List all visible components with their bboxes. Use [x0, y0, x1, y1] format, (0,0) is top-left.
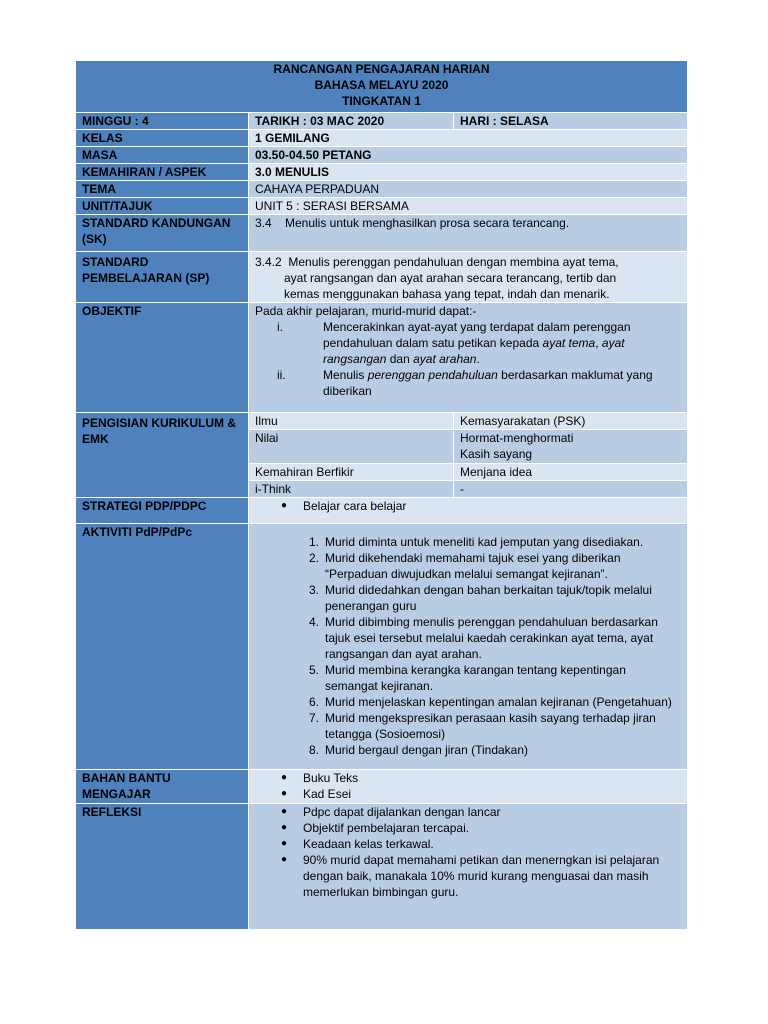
tarikh-cell: TARIKH : 03 MAC 2020: [249, 113, 454, 130]
aktiviti-item: 2. Murid dikehendaki memahami tajuk esei yang diberikan “Perpaduan diwujudkan melalui semangat kejiranan”.: [308, 551, 621, 581]
bullet-icon: ●: [280, 806, 287, 817]
unit-label: UNIT/TAJUK: [76, 198, 249, 215]
pengisian-label: PENGISIAN KURIKULUM & EMK: [76, 413, 249, 498]
sk-code: 3.4: [255, 216, 272, 230]
masa-value: 03.50-04.50 PETANG: [249, 147, 688, 164]
aktiviti-item: 1. Murid diminta untuk meneliti kad jemputan yang disediakan.: [308, 535, 644, 549]
berfikir-label: Kemahiran Berfikir: [249, 464, 454, 481]
refleksi-value: [249, 804, 688, 930]
unit-row: [76, 198, 688, 215]
masa-label: MASA: [76, 147, 249, 164]
aktiviti-item: 5. Murid membina kerangka karangan tentang kepentingan semangat kejiranan.: [308, 663, 626, 693]
kelas-row: [76, 130, 688, 147]
objektif-item-2: ii. Menulis perenggan pendahuluan berdasarkan maklumat yang diberikan: [277, 368, 653, 398]
sp-line-1: Menulis perenggan pendahuluan dengan membina ayat tema,: [288, 255, 619, 269]
refleksi-label: REFLEKSI: [76, 804, 249, 930]
refleksi-item: ● Keadaan kelas terkawal.: [255, 836, 681, 852]
bahan-row: [76, 770, 688, 804]
nilai-label: Nilai: [249, 430, 454, 464]
title-line-3: TINGKATAN 1: [342, 94, 421, 108]
bullet-icon: ●: [280, 838, 287, 849]
aktiviti-item: 3. Murid didedahkan dengan bahan berkaitan tajuk/topik melalui penerangan guru: [308, 583, 652, 613]
bahan-item: ● Buku Teks: [255, 770, 681, 786]
bullet-icon: ●: [280, 500, 287, 511]
objektif-value: [249, 303, 688, 413]
pengisian-row-ilmu: [76, 413, 688, 430]
aktiviti-label: AKTIVITI PdP/PdPc: [76, 524, 249, 770]
bahan-item: ● Kad Esei: [255, 786, 681, 802]
sp-label-line-1: STANDARD: [82, 255, 149, 269]
kemahiran-value: 3.0 MENULIS: [249, 164, 688, 181]
kelas-label: KELAS: [76, 130, 249, 147]
refleksi-item: ● Objektif pembelajaran tercapai.: [255, 820, 681, 836]
bahan-label: BAHAN BANTU MENGAJAR: [76, 770, 249, 804]
sp-code: 3.4.2: [255, 255, 282, 269]
objektif-item-1: i. Mencerakinkan ayat-ayat yang terdapat dalam perenggan pendahuluan dalam satu petikan kepada ayat tema, ayat rangsangan dan ayat arahan.: [277, 320, 631, 366]
sp-line-3: kemas menggunakan bahasa yang tepat, indah dan menarik.: [284, 287, 610, 301]
ilmu-value: Kemasyarakatan (PSK): [454, 413, 688, 430]
bahan-value: [249, 770, 688, 804]
ithink-value: -: [454, 481, 688, 498]
tema-value: CAHAYA PERPADUAN: [249, 181, 688, 198]
header-row: [76, 61, 688, 113]
refleksi-row: [76, 804, 688, 930]
sk-label: [76, 215, 249, 252]
sp-value: [249, 252, 688, 303]
lesson-plan-document: [75, 60, 687, 930]
bullet-icon: ●: [280, 822, 287, 833]
aktiviti-item: 7. Murid mengekspresikan perasaan kasih sayang terhadap jiran tetangga (Sosioemosi): [308, 711, 656, 741]
sp-label: [76, 252, 249, 303]
minggu-row: [76, 113, 688, 130]
aktiviti-item: 4. Murid dibimbing menulis perenggan pendahuluan berdasarkan tajuk esei tersebut melalui kaedah cerakinkan ayat tema, ayat rangsangan dan ayat arahan.: [308, 615, 658, 661]
sk-label-line-2: (SK): [82, 232, 107, 246]
sk-label-line-1: STANDARD KANDUNGAN: [82, 216, 231, 230]
bullet-icon: ●: [280, 788, 287, 799]
bullet-icon: ●: [280, 772, 287, 783]
minggu-cell: MINGGU : 4: [76, 113, 249, 130]
unit-value: UNIT 5 : SERASI BERSAMA: [249, 198, 688, 215]
strategi-row: [76, 498, 688, 524]
sk-value: [249, 215, 688, 252]
sp-label-line-2: PEMBELAJARAN (SP): [82, 271, 210, 285]
lesson-plan-table: [75, 60, 688, 930]
strategi-label: STRATEGI PDP/PDPC: [76, 498, 249, 524]
sk-text: Menulis untuk menghasilkan prosa secara terancang.: [285, 216, 570, 230]
kemahiran-label: KEMAHIRAN / ASPEK: [76, 164, 249, 181]
objektif-label: OBJEKTIF: [76, 303, 249, 413]
aktiviti-item: 6. Murid menjelaskan kepentingan amalan kejiranan (Pengetahuan): [308, 695, 672, 709]
masa-row: [76, 147, 688, 164]
bullet-icon: ●: [280, 854, 287, 865]
sp-row: [76, 252, 688, 303]
berfikir-value: Menjana idea: [454, 464, 688, 481]
title-line-1: RANCANGAN PENGAJARAN HARIAN: [273, 62, 490, 76]
kemahiran-row: [76, 164, 688, 181]
nilai-value: Hormat-menghormati Kasih sayang: [454, 430, 688, 464]
strategi-value: ● Belajar cara belajar: [249, 498, 688, 524]
objektif-row: [76, 303, 688, 413]
sk-row: [76, 215, 688, 252]
kelas-value: 1 GEMILANG: [249, 130, 688, 147]
refleksi-item: ● 90% murid dapat memahami petikan dan menerngkan isi pelajaran dengan baik, manakala 10% murid kurang menguasai dan masih memerlukan bimbingan guru.: [255, 852, 681, 900]
tema-label: TEMA: [76, 181, 249, 198]
sp-line-2: ayat rangsangan dan ayat arahan secara terancang, tertib dan: [284, 271, 617, 285]
tema-row: [76, 181, 688, 198]
objektif-intro: Pada akhir pelajaran, murid-murid dapat:-: [255, 304, 477, 318]
objektif-list: [255, 319, 681, 399]
ithink-label: i-Think: [249, 481, 454, 498]
refleksi-item: ● Pdpc dapat dijalankan dengan lancar: [255, 804, 681, 820]
hari-cell: HARI : SELASA: [454, 113, 688, 130]
ilmu-label: Ilmu: [249, 413, 454, 430]
title-line-2: BAHASA MELAYU 2020: [314, 78, 449, 92]
aktiviti-row: [76, 524, 688, 770]
aktiviti-list: [255, 534, 681, 758]
document-title: [76, 61, 688, 113]
aktiviti-value: [249, 524, 688, 770]
aktiviti-item: 8. Murid bergaul dengan jiran (Tindakan): [308, 743, 529, 757]
